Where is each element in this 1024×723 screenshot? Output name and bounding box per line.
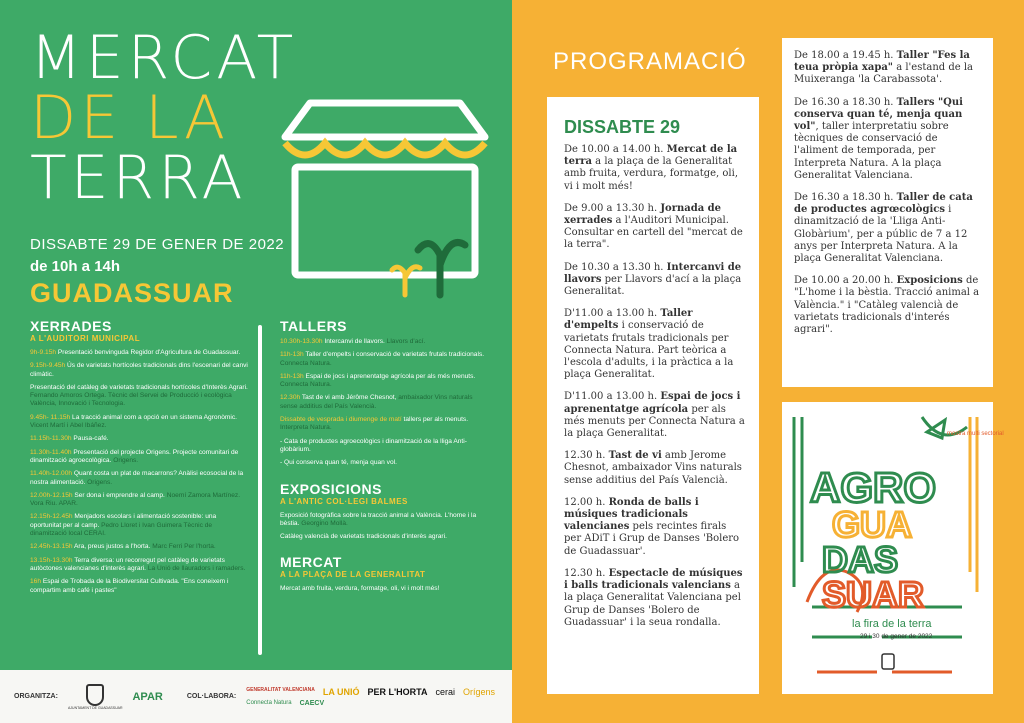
program-item — [30, 414, 248, 431]
program-item — [280, 338, 490, 346]
item-text: Presentació del projecte Origens. Projecte comunitari de dinamització agroecològica. — [30, 448, 239, 464]
poster-seal — [882, 654, 894, 669]
event-pre: De 16.30 a 18.30 h. — [794, 96, 897, 108]
poster-letters-2: GUA — [832, 504, 912, 545]
program-item — [30, 449, 248, 466]
item-text: La tracció animal com a opció en un sistema Agronòmic. — [70, 413, 237, 421]
item-text: Taller d'empelts i conservació de varietats frutals tradicionals. — [303, 351, 485, 359]
item-time: 11.15h-11.30h — [30, 435, 72, 443]
mercat-heading: MERCAT — [280, 554, 342, 571]
item-speaker: Vicent Martí i Abel Ibáñez. — [30, 422, 107, 430]
event-hours: de 10h a 14h — [30, 258, 121, 275]
poster-subtitle: la fira de la terra — [852, 618, 932, 630]
exposicions-heading: EXPOSICIONS — [280, 480, 382, 497]
program-item — [30, 470, 248, 487]
event-bold: Tast de vi — [608, 450, 662, 462]
event-post: per Llavors d'ací a la plaça Generalitat. — [564, 273, 742, 298]
item-text: Ús de varietats hortícoles tradicionals dins l'escenari del canvi climàtic. — [30, 362, 248, 378]
item-text: Menjadors escolars i alimentació sostenible: una oportunitat per al camp. — [30, 513, 217, 529]
event-post: , taller interpretatiu sobre tècniques de conservació de l'aliment de temporada, per Interpreta Natura. A la plaça Generalitat Valenciana. — [794, 121, 949, 181]
poster-tag: mostra multi sectorial — [947, 431, 1004, 437]
event-bold: Espectacle de músiques i balls tradicionals valencians — [564, 567, 743, 592]
item-text: Presentació del catàleg de varietats tradicionals hortícoles d'Interès Agrari. — [30, 383, 248, 391]
right-panel — [512, 0, 1024, 723]
item-speaker: Georgino Mollà. — [299, 519, 348, 527]
xerrades-section — [30, 318, 248, 600]
programme-event — [564, 203, 745, 252]
xerrades-list — [30, 349, 248, 595]
program-item — [280, 512, 490, 529]
item-text: Espai de Trobada de la Biodiversitat Cultivada. "Ens coneixem i compartim amb café i pastes" — [30, 578, 229, 594]
item-text: Pausa-café. — [71, 435, 109, 443]
item-text: Mercat amb fruita, verdura, formatge, oli, vi i molt més! — [280, 585, 440, 593]
item-speaker: Pedro Lloret i Ivan Guimera Tècnic de dinamització local CERAI. — [30, 521, 213, 538]
right-column — [280, 318, 490, 599]
event-post: de "L'home i la bèstia. Tracció animal a València." i "Catàleg valencià de varietats tradicionals d'interés agrari". — [794, 275, 980, 336]
left-panel — [0, 0, 512, 670]
item-time: 12.15h-12.45h — [30, 513, 73, 521]
sponsors-footer — [0, 670, 512, 723]
program-item — [30, 362, 248, 379]
programme-event — [564, 568, 745, 629]
program-item — [280, 459, 490, 467]
item-time: 9h-9.15h — [30, 349, 57, 356]
poster-letters-3: DAS — [822, 539, 899, 580]
event-bold: Taller "Fes la teua pròpia xapa" — [794, 50, 970, 74]
program-item — [280, 416, 490, 433]
event-date: DISSABTE 29 DE GENER DE 2022 — [30, 236, 285, 253]
title-line-2: DE LA — [30, 83, 230, 153]
programme-event — [564, 262, 745, 299]
mercat-subheading: A LA PLAÇA DE LA GENERALITAT — [280, 570, 426, 580]
item-text: tallers per als menuts. — [401, 416, 469, 424]
event-pre: De 9.00 a 13.30 h. — [564, 202, 661, 214]
poster-letters-1: AGRO — [810, 464, 936, 511]
program-item — [30, 513, 248, 538]
origens-logo: Orígens — [463, 686, 496, 697]
item-time: 9.45h- 11.15h — [30, 413, 71, 421]
item-time: 11.30h-11.40h — [30, 448, 72, 456]
item-time: 16h — [30, 578, 42, 586]
program-item — [30, 349, 248, 357]
apar-logo: APAR — [132, 690, 163, 703]
market-stall-illustration — [280, 95, 490, 305]
item-speaker: Llavors d'ací. — [384, 338, 426, 345]
item-text: Intercanvi de llavors. — [322, 338, 385, 345]
event-bold: Espai de jocs i aprenentatge agrícola — [564, 391, 741, 415]
event-pre: 12.00 h. — [564, 496, 609, 508]
xerrades-subheading: A L'AUDITORI MUNICIPAL — [30, 334, 141, 343]
mercat-list — [280, 585, 490, 593]
poster-dates: 29 i 30 de gener de 2022 — [860, 633, 933, 640]
program-item — [30, 557, 248, 574]
event-pre: De 16.30 a 18.30 h. — [794, 192, 897, 204]
item-text: Exposició fotogràfica sobre la tracció animal a València. L'home i la bèstia. — [280, 511, 477, 527]
event-bold: Tallers "Qui conserva quan té, menja quan vol" — [794, 96, 963, 133]
item-speaker: La Unió de llauradors i ramaders. — [146, 564, 246, 572]
event-post: a l'Auditori Municipal. Consultar en cartell del "mercat de la terra". — [564, 215, 743, 251]
program-item — [280, 351, 490, 368]
item-speaker: Noemí Zamora Martínez. Vora Riu. APAR. — [30, 491, 241, 508]
programme-card-saturday — [547, 97, 759, 694]
programme-event — [794, 50, 980, 87]
event-post: i conservació de varietats frutals tradicionals per Connecta Natura. Part teòrica a l'escola d'adults, i la pràctica a la plaça Generalitat. — [564, 320, 734, 381]
cerai-logo: cerai — [435, 686, 456, 697]
events-list — [564, 144, 745, 629]
collaborators-logos — [246, 687, 496, 707]
program-item — [280, 585, 490, 593]
item-text: Catàleg valencià de varietats tradicionals d'interès agrari. — [280, 533, 447, 541]
item-time: 11h-13h — [280, 372, 304, 380]
event-pre: De 18.00 a 19.45 h. — [794, 50, 897, 61]
item-text: Ser dona i emprendre al camp. — [72, 491, 165, 499]
item-speaker: Fernando Amoros Ortega. Tècnic del Servei de Producció i ecològica València, Innovació i Tecnologia. — [30, 392, 232, 408]
event-pre: De 10.00 a 14.00 h. — [564, 144, 667, 155]
item-time: 13.15h-13.30h — [30, 556, 73, 564]
exposicions-subheading: A L'ANTIC COL·LEGI BALMES — [280, 496, 408, 506]
events-list-afternoon — [794, 50, 980, 336]
program-item — [30, 543, 248, 551]
event-pre: D'11.00 a 13.00 h. — [564, 391, 661, 403]
event-title — [30, 23, 298, 213]
poster-letters-4: SUAR — [822, 574, 925, 615]
tallers-list — [280, 338, 490, 468]
item-text: Ara, preus justos a l'horta. — [72, 543, 151, 551]
item-time: 11h-13h — [280, 351, 304, 359]
event-bold: Taller de cata de productes agrœcològics — [794, 192, 973, 216]
programme-event — [794, 192, 980, 265]
item-text: - Cata de productes agroecològics i dinamització de la lliga Anti-globàrium. — [280, 437, 467, 453]
event-post: a la plaça de la Generalitat amb fruita, verdura, formatge, oli, vi i molt més! — [564, 156, 739, 192]
event-pre: De 10.30 a 13.30 h. — [564, 261, 667, 273]
event-town: GUADASSUAR — [30, 278, 234, 308]
generalitat-logo: GENERALITAT VALENCIANA — [246, 686, 315, 693]
item-speaker: Origens. — [111, 456, 139, 464]
program-item — [30, 492, 248, 509]
program-item — [280, 373, 490, 390]
programacio-heading: PROGRAMACIÓ — [553, 48, 747, 75]
program-item — [30, 435, 248, 443]
event-post: pels recintes firals per ADiT i Grup de Danses 'Bolero de Guadassuar'. — [564, 521, 740, 557]
item-text: Presentació benvinguda Regidor d'Agricultura de Guadassuar. — [56, 349, 241, 356]
programme-event — [564, 144, 745, 193]
program-item — [280, 533, 490, 541]
item-time: 12.00h-12.15h — [30, 491, 73, 499]
programme-card-afternoon — [782, 38, 993, 387]
fair-poster — [782, 402, 1004, 694]
exposicions-list — [280, 512, 490, 542]
item-time: 11.40h-12.00h — [30, 470, 73, 478]
colabora-label: COL·LABORA: — [186, 693, 237, 700]
item-time: 9.15h-9.45h — [30, 362, 66, 370]
item-text: Terra diversa: un recorregut pel catàleg de varietats autòctones valencianes d'interès agrari. — [30, 556, 225, 572]
event-post: per als més menuts per Connecta Natura a la plaça Generalitat. — [564, 403, 745, 440]
ajuntament-logo: AJUNTAMENT DE GUADASSUAR — [68, 684, 123, 710]
item-speaker: Connecta Natura. — [280, 359, 332, 367]
event-bold: Taller d'empelts — [564, 308, 693, 332]
item-text: Espai de jocs i aprenentatge agrícola per als més menuts. — [303, 372, 476, 380]
item-speaker: Interpreta Natura. — [280, 424, 332, 432]
programme-event — [564, 450, 745, 487]
event-bold: Exposicions — [896, 275, 963, 287]
la-unio-logo: LA UNIÓ — [322, 686, 360, 697]
title-line-1: MERCAT — [30, 23, 298, 93]
program-item — [280, 438, 490, 455]
program-item — [30, 384, 248, 409]
event-bold: Mercat de la terra — [564, 144, 738, 168]
item-text: - Qui conserva quan té, menja quan vol. — [280, 459, 397, 467]
program-item — [280, 394, 490, 411]
organitza-label: ORGANITZA: — [14, 693, 58, 700]
xerrades-heading: XERRADES — [30, 318, 112, 334]
event-post: amb Jerome Chesnot, ambaixador Vins naturals sense additius del País Valencià. — [564, 450, 742, 486]
day-heading: DISSABTE 29 — [564, 117, 681, 137]
item-text: Tast de vi amb Jérôme Chesnot, — [300, 394, 397, 402]
per-lhorta-logo: PER L'HORTA — [367, 686, 428, 697]
column-divider — [258, 325, 262, 655]
event-bold: Ronda de balls i músiques tradicionals valencianes — [564, 496, 699, 533]
programme-event — [794, 97, 980, 182]
event-pre: De 10.00 a 20.00 h. — [794, 275, 897, 287]
programme-event — [564, 391, 745, 440]
poster-artwork — [782, 402, 1004, 694]
event-bold: Intercanvi de llavors — [564, 261, 742, 285]
item-speaker: Marc Ferri Per l'horta. — [150, 543, 216, 551]
event-pre: D'11.00 a 13.00 h. — [564, 308, 661, 320]
event-pre: 12.30 h. — [564, 450, 609, 462]
event-post: i dinamització de la 'Lliga Anti-Globàrium', per a públic de 7 a 12 anys per Interpreta Natura. A la plaça Generalitat Valenciana. — [794, 204, 968, 265]
title-line-3: TERRA — [30, 143, 247, 213]
tallers-heading: TALLERS — [280, 318, 348, 334]
item-speaker: ambaixador Vins naturals sense additius del País Valencià. — [280, 394, 473, 410]
programme-event — [794, 275, 980, 336]
item-time: 10.30h-13.30h — [280, 338, 323, 345]
item-text: Quant costa un plat de macarrons? Anàlisi ecosocial de la nostra alimentació. — [30, 470, 244, 486]
item-time: Dissabte de vesprada i diumenge de matí — [280, 416, 402, 424]
connecta-natura-logo: Connecta Natura — [246, 699, 292, 706]
event-pre: 12.30 h. — [564, 567, 609, 579]
programme-event — [564, 308, 745, 381]
item-speaker: Connecta Natura. — [280, 381, 332, 389]
item-time: 12.45h-13.15h — [30, 543, 73, 551]
event-post: a l'estand de la Muixeranga 'la Carabassota'. — [794, 62, 974, 86]
program-item — [30, 578, 248, 595]
programme-event — [564, 497, 745, 558]
item-speaker: Origens. — [85, 478, 113, 486]
caecv-logo: CAECV — [299, 699, 325, 707]
event-bold: Jornada de xerrades — [564, 202, 722, 227]
item-time: 12.30h — [280, 394, 301, 402]
event-post: a la plaça Generalitat Valenciana pel Grup de Danses 'Bolero de Guadassuar' i la seua rondalla. — [564, 580, 741, 628]
